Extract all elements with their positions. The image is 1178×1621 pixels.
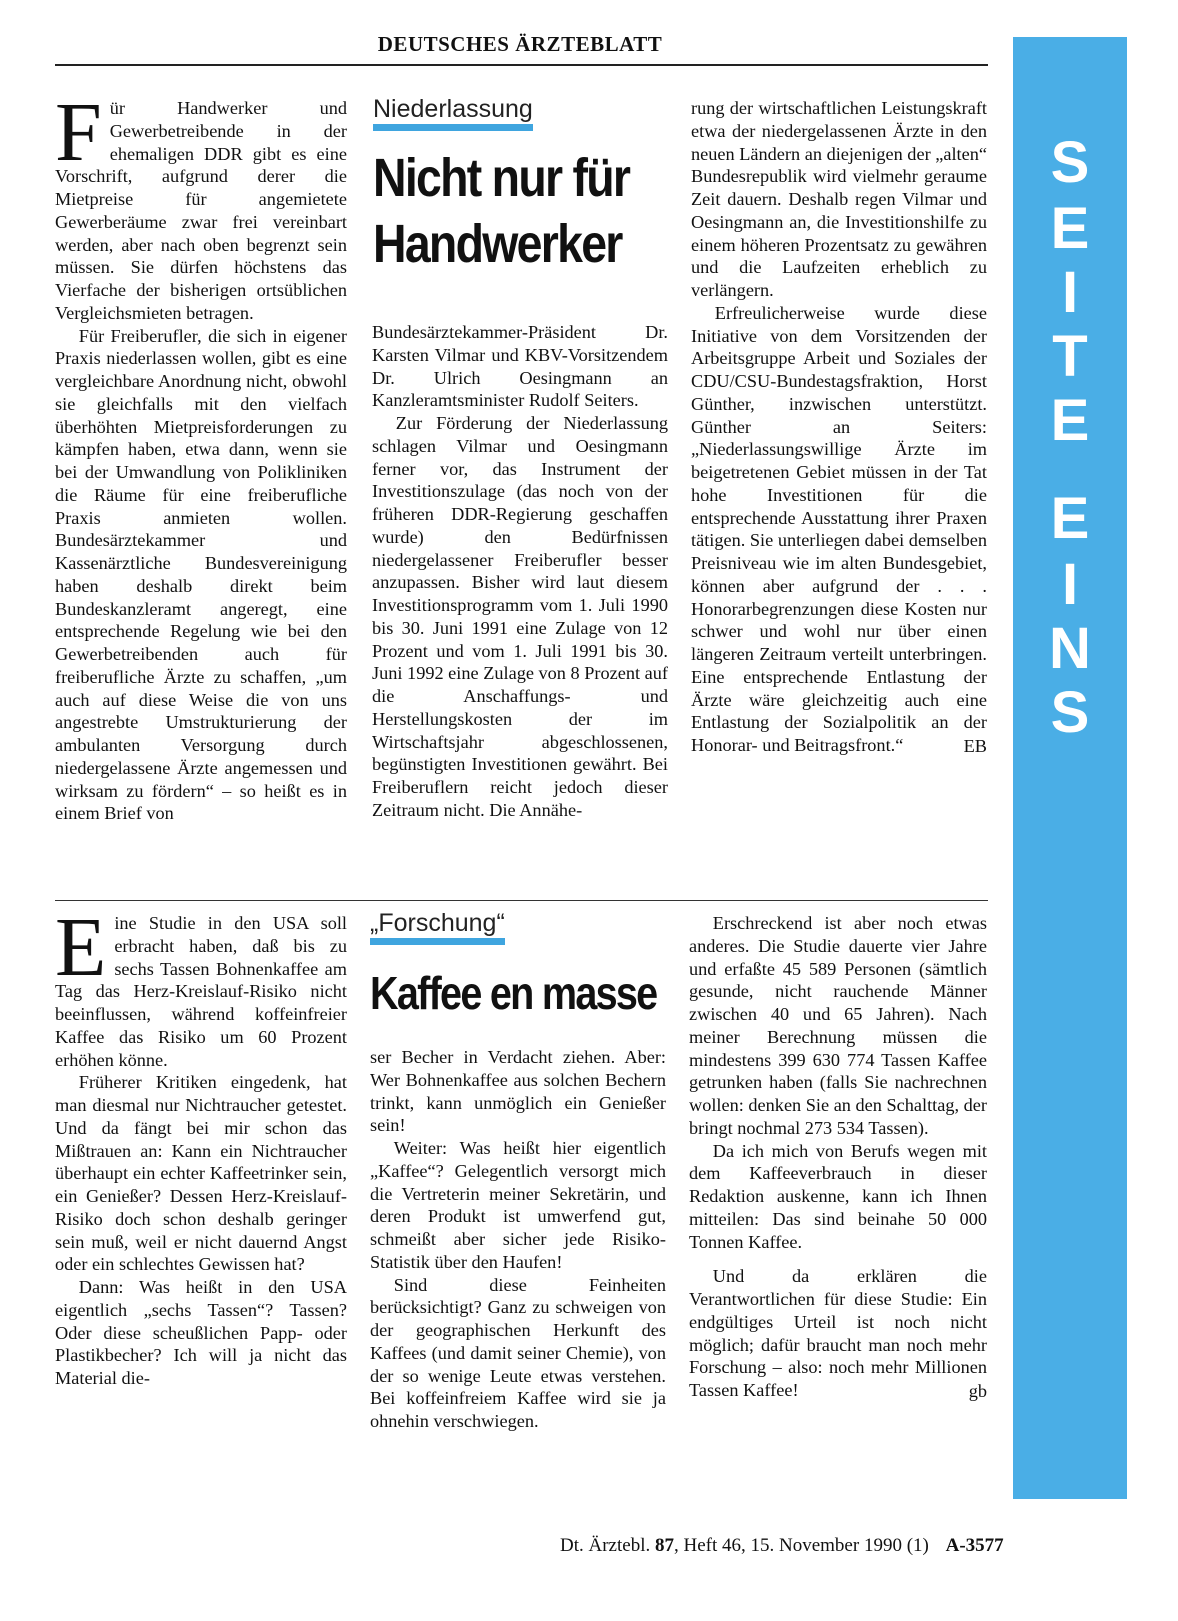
article1-column-1 — [55, 86, 347, 825]
article2-paragraph: Eine Studie in den USA soll erbracht haben, daß bis zu sechs Tassen Bohnenkaffee am Tag das Herz-Kreislauf-Risiko nicht beeinflussen, während koffeinfreier Kaffee das Risiko um 60 Prozent erhöhen könne. — [55, 901, 347, 1070]
article2-paragraph: Erschreckend ist aber noch etwas anderes. Die Studie dauerte vier Jahre und erfaßte 45 589 Personen (sämtlich gesunde, nicht rauchende Männer zwischen 40 und 65 Jahren). Nach meiner Berechnung müssen die mindestens 399 630 774 Tassen Kaffee getrunken haben (falls Sie nachrechnen wollen: denken Sie an den Schalttag, der bringt nochmal 273 534 Tassen). — [689, 913, 987, 1138]
article1-paragraph: rung der wirtschaftlichen Leistungskraft etwa der niedergelassenen Ärzte in den neuen Ländern an diejenigen der „alten“ Bundesrepublik wird vielmehr geraume Zeit dauern. Deshalb regen Vilmar und Oesingmann an, die Investitionshilfe zu einem höheren Prozentsatz zu gewähren und die Laufzeiten erheblich zu verlängern. — [691, 98, 987, 300]
top-rule — [55, 64, 988, 66]
article1-column-2 — [372, 321, 668, 822]
article1-headline-line-1: Nicht nur für — [373, 148, 630, 208]
article2-signature: gb — [968, 1380, 987, 1401]
sidebar-letter: S — [1050, 680, 1090, 745]
article2-paragraph: Da ich mich von Berufs wegen mit dem Kaffeeverbrauch in dieser Redaktion auskenne, kann ich Ihnen mitteilen: Das sind beinahe 50 000 Tonnen Kaffee. — [689, 1140, 987, 1252]
article2-column-3 — [689, 912, 987, 1403]
section-sidebar — [1013, 37, 1127, 1499]
footer-citation: Dt. Ärztebl. — [560, 1535, 651, 1556]
sidebar-letter: I — [1061, 552, 1079, 617]
article2-paragraph: Dann: Was heißt in den USA eigentlich „sechs Tassen“? Tassen? Oder diese scheußlichen Papp- oder Plastikbecher? Ich will ja nicht das Material die- — [55, 1277, 347, 1388]
sidebar-letter: N — [1049, 616, 1091, 681]
sidebar-letter: T — [1052, 324, 1088, 389]
article1-paragraph: Bundesärztekammer-Präsident Dr. Karsten Vilmar und KBV-Vorsitzendem Dr. Ulrich Oesingmann an Kanzleramtsminister Rudolf Seiters. — [372, 322, 668, 411]
footer-issue: , Heft 46, 15. November 1990 (1) — [673, 1535, 929, 1556]
dropcap: F — [55, 86, 102, 179]
article1-column-3 — [691, 97, 987, 758]
article1-headline-line-2: Handwerker — [373, 214, 622, 274]
article2-column-1 — [55, 901, 347, 1390]
sidebar-letter: E — [1050, 196, 1090, 261]
article2-column-2 — [370, 1046, 666, 1433]
dropcap: E — [55, 901, 107, 994]
section-divider — [55, 900, 988, 901]
sidebar-letter: S — [1050, 130, 1090, 195]
article2-paragraph: ser Becher in Verdacht ziehen. Aber: Wer Bohnenkaffee aus solchen Bechern trinkt, kann unmöglich ein Genießer sein! — [370, 1047, 666, 1136]
article2-headline: Kaffee en masse — [370, 967, 657, 1019]
article2-heading-block — [370, 910, 670, 1021]
article2-kicker: „Forschung“ — [370, 910, 505, 945]
article1-paragraph: Für Freiberufler, die sich in eigener Praxis niederlassen wollen, gibt es eine vergleichbare Anordnung nicht, obwohl sie gleichfalls mit den vielfach überhöhten Mietpreisforderungen zu kämpfen haben, etwa dann, wenn sie bei der Umwandlung von Polikliniken die Räume für eine freiberufliche Praxis anmieten wollen. Bundesärztekammer und Kassenärztliche Bundesvereinigung haben deshalb direkt beim Bundeskanzleramt angeregt, eine entsprechende Regelung wie bei den Gewerbetreibenden auch für freiberufliche Ärzte zu schaffen, „um auch auf diese Weise die von uns angestrebte Umstrukturierung der ambulanten Versorgung durch niedergelassene Ärzte angemessen und wirksam zu fördern“ – so heißt es in einem Brief von — [55, 325, 347, 824]
footer-volume: 87 — [654, 1535, 674, 1556]
article1-paragraph: Für Handwerker und Gewerbetreibende in der ehemaligen DDR gibt es eine Vorschrift, aufgrund derer die Mietpreise für angemietete Gewerberäume zwar frei vereinbart werden, aber nach oben begrenzt sein müssen. Sie dürfen höchstens das Vierfache der bisherigen ortsüblichen Vergleichsmieten betragen. — [55, 86, 347, 323]
masthead: DEUTSCHES ÄRZTEBLATT — [377, 32, 663, 56]
article2-paragraph: Früherer Kritiken eingedenk, hat man diesmal nur Nichtraucher getestet. Und da fängt bei mir schon das Mißtrauen an: Kann ein Nichtraucher überhaupt ein echter Kaffeetrinker sein, ein Genießer? Dessen Herz-Kreislauf-Risiko doch schon deshalb geringer sein muß, weil er nicht dauernd Angst oder ein schlechtes Gewissen hat? — [55, 1072, 347, 1275]
article2-paragraph: Weiter: Was heißt hier eigentlich „Kaffee“? Gelegentlich versorgt mich die Vertreterin meiner Sekretärin, und deren Produkt ist umwerfend gut, schmeißt aber sicher jede Risiko-Statistik über den Haufen! — [370, 1138, 666, 1272]
page-footer — [560, 1535, 1004, 1557]
article1-heading-block — [373, 96, 673, 277]
article1-kicker: Niederlassung — [373, 96, 533, 131]
article1-signature: EB — [963, 735, 987, 756]
article1-paragraph: Zur Förderung der Niederlassung schlagen Vilmar und Oesingmann ferner vor, das Instrument der Investitionszulage (das noch von der früheren DDR-Regierung geschaffen wurde) den Bedürfnissen niedergelassener Freiberufler besser anzupassen. Bisher wird laut diesem Investitionsprogramm vom 1. Juli 1990 bis 30. Juni 1991 eine Zulage von 12 Prozent und vom 1. Juli 1991 bis 30. Juni 1992 eine Zulage von 8 Prozent auf die Anschaffungs- und Herstellungskosten der im Wirtschaftsjahr abgeschlossenen, begünstigten Investitionen gewährt. Bei Freiberuflern reicht jedoch dieser Zeitraum nicht. Die Annähe- — [372, 413, 668, 820]
sidebar-letter: E — [1050, 388, 1090, 453]
article1-paragraph: Erfreulicherweise wurde diese Initiative von dem Vorsitzenden der Arbeitsgruppe Arbeit und Soziales der CDU/CSU-Bundestagsfraktion, Horst Günther, inzwischen unterstützt. Günther an Seiters: „Niederlassungswillige Ärzte im beigetretenen Gebiet müssen in der Tat hohe Investitionen für die entsprechende Ausstattung ihrer Praxen tätigen. Sie unterliegen dabei demselben Preisniveau wie im alten Bundesgebiet, können aber aufgrund der . . . Honorarbegrenzungen diese Kosten nur schwer und wohl nur über einen längeren Zeitraum verteilt unterbringen. Eine entsprechende Entlastung der Ärzte wäre gleichzeitig auch eine Entlastung der Sozialpolitik an der Honorar- und Beitragsfront.“ — [691, 302, 987, 755]
sidebar-letter: E — [1050, 486, 1090, 551]
page-number: A-3577 — [945, 1535, 1004, 1556]
article2-paragraph: Sind diese Feinheiten berücksichtigt? Ganz zu schweigen von der geographischen Herkunft des Kaffees (und damit seiner Chemie), von der so wenige Leute etwas verstehen. Bei koffeinfreiem Kaffee wird sie ja ohnehin verschwiegen. — [370, 1274, 666, 1431]
sidebar-letter: I — [1061, 260, 1079, 325]
article2-paragraph: Und da erklären die Verantwortlichen für diese Studie: Ein endgültiges Urteil ist noch nicht möglich; dafür braucht man noch mehr Forschung – also: noch mehr Millionen Tassen Kaffee! — [689, 1266, 987, 1400]
